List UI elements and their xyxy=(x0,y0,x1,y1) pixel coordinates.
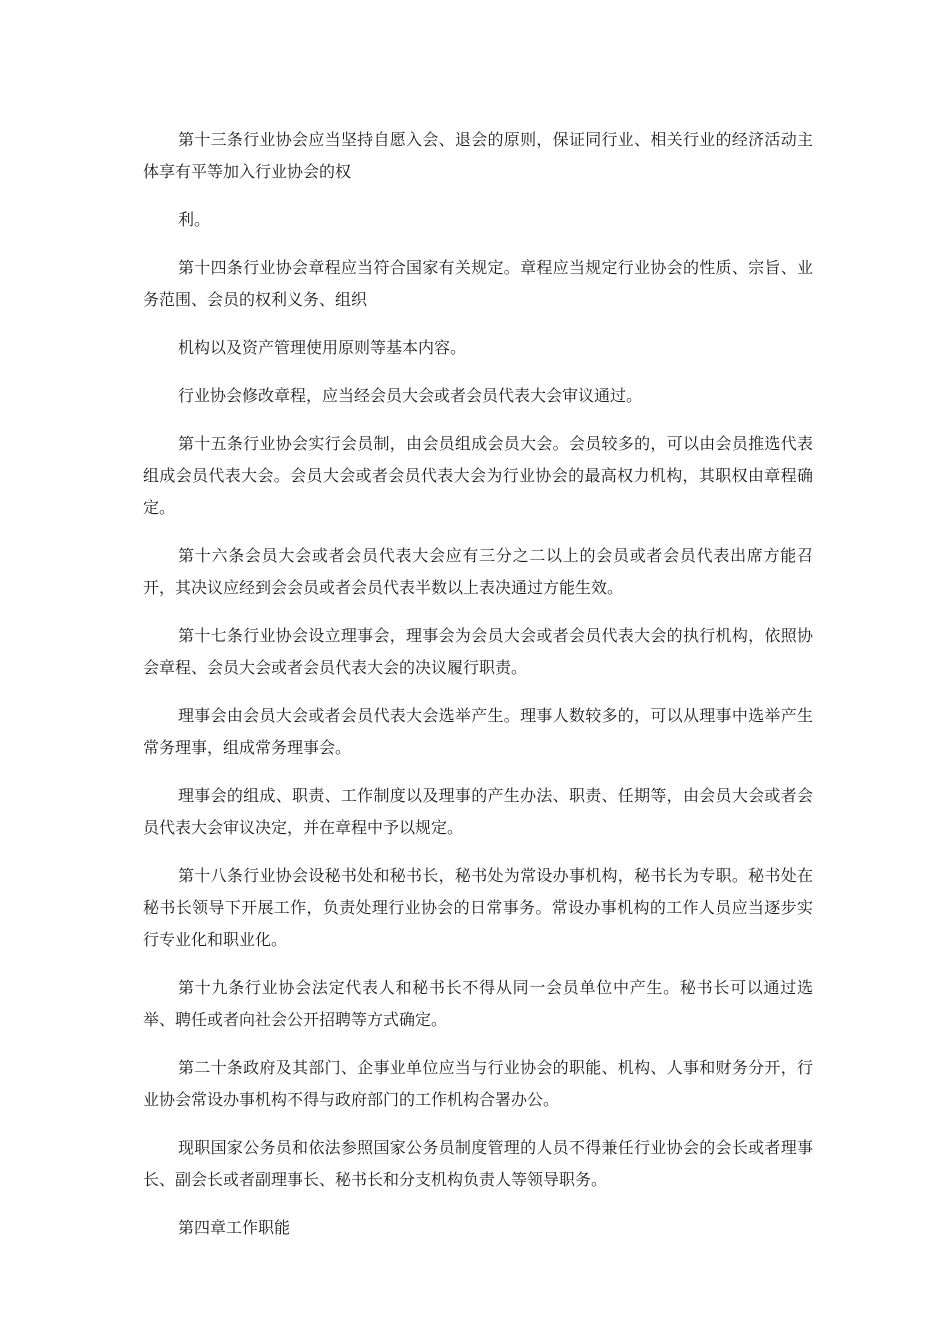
paragraph-council-election: 理事会由会员大会或者会员代表大会选举产生。理事人数较多的，可以从理事中选举产生常务理事，组成常务理事会。 xyxy=(143,706,813,757)
chapter-heading-4: 第四章工作职能 xyxy=(178,1218,291,1237)
paragraph-article-16: 第十六条会员大会或者会员代表大会应有三分之二以上的会员或者会员代表出席方能召开，其决议应经到会会员或者会员代表半数以上表决通过方能生效。 xyxy=(143,546,813,597)
paragraph-article-15: 第十五条行业协会实行会员制，由会员组成会员大会。会员较多的，可以由会员推选代表组成会员代表大会。会员大会或者会员代表大会为行业协会的最高权力机构，其职权由章程确定。 xyxy=(143,434,813,517)
paragraph-article-19: 第十九条行业协会法定代表人和秘书长不得从同一会员单位中产生。秘书长可以通过选举、聘任或者向社会公开招聘等方式确定。 xyxy=(143,978,813,1029)
paragraph-charter-amendment: 行业协会修改章程，应当经会员大会或者会员代表大会审议通过。 xyxy=(178,386,643,405)
paragraph-article-13-continued: 利。 xyxy=(178,210,211,229)
paragraph-civil-servants: 现职国家公务员和依法参照国家公务员制度管理的人员不得兼任行业协会的会长或者理事长、副会长或者副理事长、秘书长和分支机构负责人等领导职务。 xyxy=(143,1138,813,1189)
paragraph-council-composition: 理事会的组成、职责、工作制度以及理事的产生办法、职责、任期等，由会员大会或者会员代表大会审议决定，并在章程中予以规定。 xyxy=(143,786,813,837)
paragraph-article-14-continued: 机构以及资产管理使用原则等基本内容。 xyxy=(178,338,467,357)
paragraph-article-18: 第十八条行业协会设秘书处和秘书长，秘书处为常设办事机构，秘书长为专职。秘书处在秘书长领导下开展工作，负责处理行业协会的日常事务。常设办事机构的工作人员应当逐步实行专业化和职业化。 xyxy=(143,866,813,949)
paragraph-article-17: 第十七条行业协会设立理事会，理事会为会员大会或者会员代表大会的执行机构，依照协会章程、会员大会或者会员代表大会的决议履行职责。 xyxy=(143,626,813,677)
document-body xyxy=(143,124,813,1260)
paragraph-article-14: 第十四条行业协会章程应当符合国家有关规定。章程应当规定行业协会的性质、宗旨、业务范围、会员的权利义务、组织 xyxy=(143,258,813,309)
paragraph-article-13: 第十三条行业协会应当坚持自愿入会、退会的原则，保证同行业、相关行业的经济活动主体享有平等加入行业协会的权 xyxy=(143,130,813,181)
paragraph-article-20: 第二十条政府及其部门、企事业单位应当与行业协会的职能、机构、人事和财务分开，行业协会常设办事机构不得与政府部门的工作机构合署办公。 xyxy=(143,1058,813,1109)
